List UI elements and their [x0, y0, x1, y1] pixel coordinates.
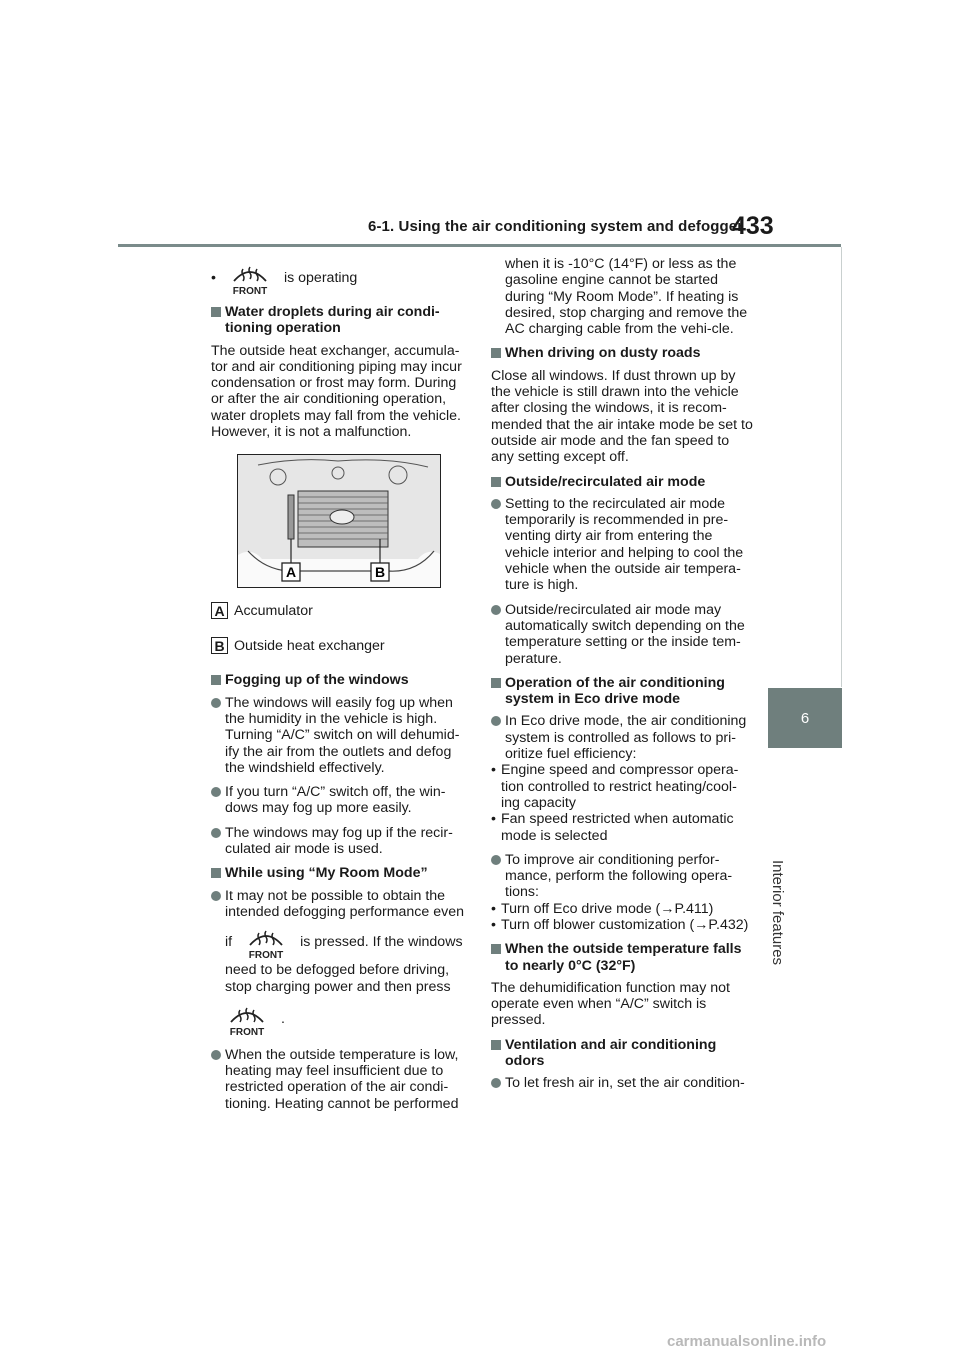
list-item: When the outside temperature is low, heating may feel insufficient due to restricted operation of the air condi-tioning. Heating cannot be performed	[211, 1047, 471, 1112]
recirc-heading: Outside/recirculated air mode	[491, 474, 753, 490]
water-heading: Water droplets during air condi-tioning operation	[211, 304, 471, 337]
left-column	[211, 258, 471, 1120]
figure-label-b: B	[374, 564, 386, 581]
callout-caption-a: Accumulator	[234, 602, 313, 619]
right-column	[491, 256, 753, 1100]
square-marker	[491, 477, 501, 487]
intro-text: is operating	[283, 269, 358, 286]
intro-bullet	[211, 258, 471, 298]
list-item: Outside/recirculated air mode may automatically switch depending on the temperature setting or the inside tem-perature.	[491, 602, 753, 667]
chapter-tab[interactable]	[768, 688, 842, 748]
square-marker	[491, 348, 501, 358]
list-item: To improve air conditioning perfor-mance, perform the following opera-tions:	[491, 852, 753, 901]
defogger-caption: FRONT	[232, 286, 268, 297]
front-defogger-icon	[225, 1000, 269, 1038]
water-body: The outside heat exchanger, accumula-tor and air conditioning piping may incur condensation or frost may form. During or after the air conditioning operation, water droplets may fall from the vehicle. However, it is not a malfunction.	[211, 342, 462, 441]
list-item: The windows will easily fog up when the humidity in the vehicle is high. Turning “A/C” switch on will dehumid-ify the air from the outlets and defog the windshield effectively.	[211, 695, 471, 776]
callout-heat-exchanger	[211, 637, 471, 654]
square-marker	[211, 675, 221, 685]
dusty-body: Close all windows. If dust thrown up by the vehicle is still drawn into the vehicle after closing the windows, it is recom-mended that the air intake mode be set to outside air mode and the fan speed to any setting except off.	[491, 367, 753, 466]
list-item: Setting to the recirculated air mode temporarily is recommended in pre-venting dirty air from entering the vehicle interior and helping to cool the vehicle when the outside air tempera-ture is high.	[491, 496, 753, 594]
continued-text: when it is -10°C (14°F) or less as the gasoline engine cannot be started during “My Room Mode”. If heating is desired, stop charging and remove the AC charging cable from the vehi-cle.	[505, 256, 748, 338]
chapter-label: Interior features	[769, 860, 786, 966]
callout-label-b: B	[211, 637, 228, 654]
engine-bay-figure	[237, 454, 441, 588]
square-marker	[491, 1040, 501, 1050]
square-marker	[211, 868, 221, 878]
watermark: carmanualsonline.info	[667, 1333, 827, 1350]
zero-body: The dehumidification function may not operate even when “A/C” switch is pressed.	[491, 979, 730, 1029]
list-item: In Eco drive mode, the air conditioning system is controlled as follows to pri-oritize fuel efficiency:	[491, 713, 753, 762]
page-number: 433	[732, 212, 774, 240]
chapter-number: 6	[800, 709, 810, 727]
svg-text:FRONT: FRONT	[229, 1026, 265, 1038]
list-item: The windows may fog up if the recir-culated air mode is used.	[211, 825, 471, 858]
sub-item-p432-link[interactable]: • Turn off blower customization (→P.432)	[491, 916, 749, 933]
vent-heading: Ventilation and air conditioning odors	[491, 1037, 753, 1070]
dusty-heading: When driving on dusty roads	[491, 345, 753, 361]
engine-bay-illustration	[238, 455, 441, 588]
front-defogger-icon	[228, 259, 272, 297]
side-divider	[841, 247, 842, 687]
fogging-heading: Fogging up of the windows	[211, 672, 471, 688]
svg-text:FRONT: FRONT	[248, 950, 284, 962]
callout-caption-b: Outside heat exchanger	[234, 637, 385, 654]
square-marker	[491, 944, 501, 954]
list-item: It may not be possible to obtain the intended defogging performance even if FRONT is pressed. If the windows need to be defogged before driving, stop charging power and then press FRONT .	[211, 888, 471, 1039]
callout-label-a: A	[211, 602, 228, 619]
sub-item-p411-link[interactable]: • Turn off Eco drive mode (→P.411)	[491, 900, 714, 917]
front-defogger-icon	[244, 923, 288, 961]
bullet-mark: •	[211, 269, 216, 286]
callout-accumulator	[211, 602, 471, 619]
section-title: 6-1. Using the air conditioning system and defogger	[368, 218, 744, 235]
sub-item: • Fan speed restricted when automatic mode is selected	[491, 811, 734, 844]
square-marker	[491, 678, 501, 688]
zero-heading: When the outside temperature falls to nearly 0°C (32°F)	[491, 941, 753, 974]
sub-item: • Engine speed and compressor opera-tion controlled to restrict heating/cool-ing capacity	[491, 762, 739, 811]
myroom-heading: While using “My Room Mode”	[211, 865, 471, 881]
figure-label-a: A	[285, 564, 297, 581]
eco-heading: Operation of the air conditioning system in Eco drive mode	[491, 675, 753, 708]
list-item: If you turn “A/C” switch off, the win-dows may fog up more easily.	[211, 784, 471, 817]
list-item: To let fresh air in, set the air condition-	[491, 1075, 753, 1091]
header-divider	[118, 244, 841, 247]
square-marker	[211, 307, 221, 317]
